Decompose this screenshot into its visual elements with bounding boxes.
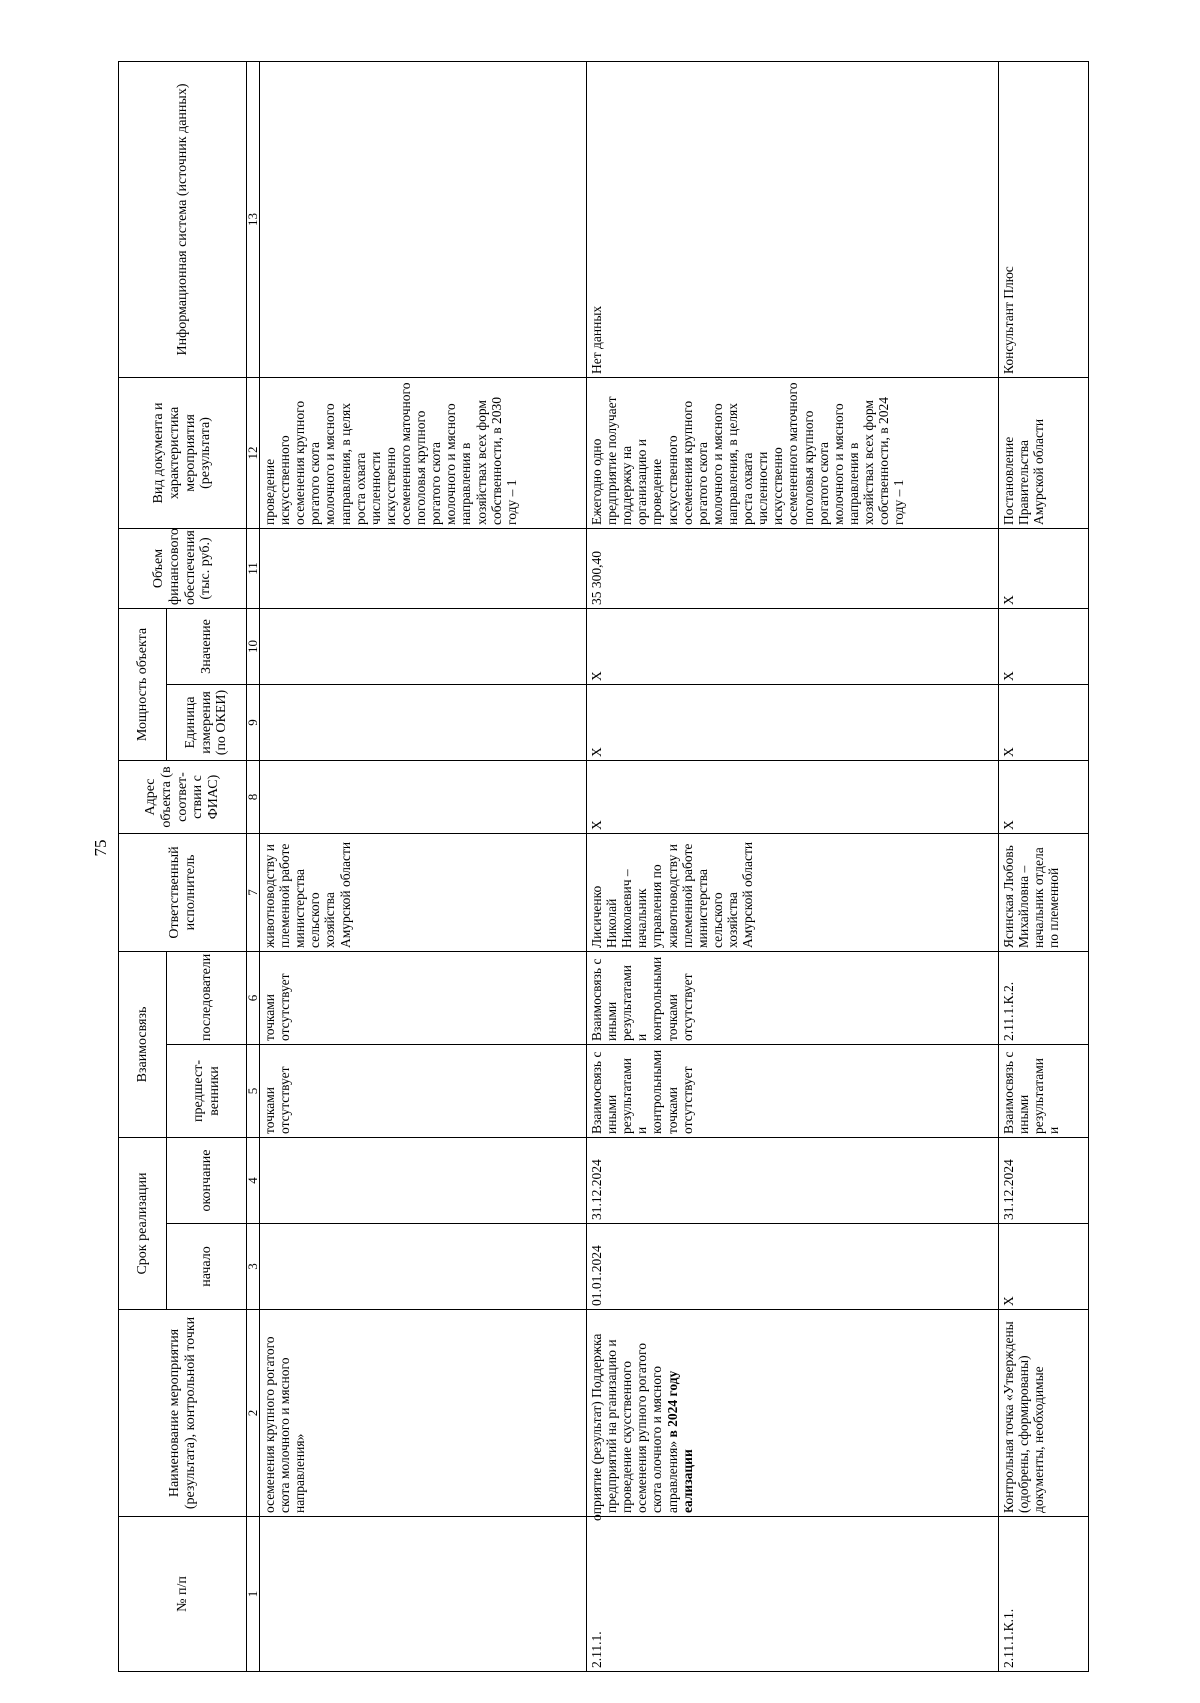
cell-end: 31.12.2024 <box>587 1138 999 1224</box>
header-name: Наименование мероприятия (результата), контрольной точки <box>119 1310 247 1517</box>
cell-name <box>587 1310 999 1521</box>
page-number: 75 <box>91 839 110 857</box>
header-link-succ: последователи <box>167 952 247 1045</box>
cell-pred: Взаимосвязь с иными результатами и <box>999 1045 1089 1138</box>
col-number: 2 <box>247 1310 260 1517</box>
header-link: Взаимосвязь <box>119 952 167 1138</box>
cell-address <box>260 761 587 834</box>
cell-name <box>260 1310 587 1517</box>
cell-funding: X <box>999 528 1089 608</box>
col-number: 1 <box>247 1517 260 1672</box>
header-term: Срок реализации <box>119 1138 167 1310</box>
header-address: Адрес объекта (в соответ-ствии с ФИАС) <box>119 761 247 834</box>
col-number: 4 <box>247 1138 260 1224</box>
cell-succ: Взаимосвязь с иными результатами и контрольными точками отсутствует <box>587 952 999 1045</box>
cell-name <box>999 1310 1089 1517</box>
cell-end <box>260 1138 587 1224</box>
header-no: № п/п <box>119 1517 247 1672</box>
cell-start: X <box>999 1224 1089 1310</box>
cell-pred: Взаимосвязь с иными результатами и контрольными точками отсутствует <box>587 1045 999 1138</box>
col-number: 11 <box>247 528 260 608</box>
cell-executor: Лисиченко Николай Николаевич – начальник управления по животноводству и племенной работе министерства сельского хозяйства Амурской области <box>587 834 999 952</box>
cell-unit: X <box>999 685 1089 761</box>
cell-end: 31.12.2024 <box>999 1138 1089 1224</box>
column-number-row <box>247 61 260 1671</box>
col-number: 3 <box>247 1224 260 1310</box>
header-funding: Объем финансового обеспечения (тыс. руб.) <box>119 528 247 608</box>
cell-unit <box>260 685 587 761</box>
table-row <box>260 61 587 1671</box>
col-number: 5 <box>247 1045 260 1138</box>
cell-name-text: Контрольная точка «Утверждены (одобрены, сформированы) документы, необходимые <box>1001 1321 1047 1513</box>
col-number: 6 <box>247 952 260 1045</box>
header-document: Вид документа и характеристика мероприятия (результата) <box>119 377 247 528</box>
header-term-end: окончание <box>167 1138 247 1224</box>
cell-infosys: Нет данных <box>587 61 999 377</box>
cell-value: X <box>587 608 999 684</box>
header-term-start: начало <box>167 1224 247 1310</box>
cell-funding: 35 300,40 <box>587 528 999 608</box>
col-number: 13 <box>247 61 260 377</box>
cell-address: X <box>587 761 999 834</box>
col-number: 7 <box>247 834 260 952</box>
cell-address: X <box>999 761 1089 834</box>
cell-executor: животноводству и племенной работе министерства сельского хозяйства Амурской области <box>260 834 587 952</box>
cell-document: Ежегодно одно предприятие получает поддержку на организацию и проведение искусственного осеменения крупного рогатого скота молочного и мясного направления, в целях роста охвата численности искусственно осемененного маточного поголовья крупного рогатого скота молочного и мясного направления в хозяйствах всех форм собственности, в 2024 году – 1 <box>587 377 999 528</box>
col-number: 8 <box>247 761 260 834</box>
cell-infosys: Консультант Плюс <box>999 61 1089 377</box>
header-cap-unit: Единица измерения (по ОКЕИ) <box>167 685 247 761</box>
cell-document: проведение искусственного осеменения крупного рогатого скота молочного и мясного направления, в целях роста охвата численности искусственно осемененного маточного поголовья крупного рогатого скота молочного и мясного направления в хозяйствах всех форм собственности, в 2030 году – 1 <box>260 377 587 528</box>
header-cap-value: Значение <box>167 608 247 684</box>
cell-no: 2.11.1. <box>587 1517 999 1672</box>
col-number: 12 <box>247 377 260 528</box>
cell-value: X <box>999 608 1089 684</box>
cell-succ: точками отсутствует <box>260 952 587 1045</box>
header-infosys: Информационная система (источник данных) <box>119 61 247 377</box>
header-row-1 <box>119 61 167 1671</box>
header-executor: Ответственный исполнитель <box>119 834 247 952</box>
cell-executor: Ясинская Любовь Михайловна – начальник отдела по племенной <box>999 834 1089 952</box>
cell-start <box>260 1224 587 1310</box>
header-link-pred: предшест-венники <box>167 1045 247 1138</box>
col-number: 10 <box>247 608 260 684</box>
cell-pred: точками отсутствует <box>260 1045 587 1138</box>
cell-name-bold: в 2024 году еализации <box>664 1370 695 1513</box>
cell-start: 01.01.2024 <box>587 1224 999 1310</box>
cell-no: 2.11.1.К.1. <box>999 1517 1089 1672</box>
table-row <box>999 61 1089 1671</box>
cell-name-text: оприятие (результат) Поддержка предприятий на рганизацию и проведение скусственного осеменения рупного рогатого скота олочного и мясного аправления» <box>589 1333 680 1521</box>
activities-table <box>118 61 1089 1672</box>
cell-funding <box>260 528 587 608</box>
cell-document: Постановление Правительства Амурской области <box>999 377 1089 528</box>
cell-unit: X <box>587 685 999 761</box>
header-capacity: Мощность объекта <box>119 608 167 760</box>
cell-no <box>260 1517 587 1672</box>
cell-name-text: осеменения крупного рогатого скота молочного и мясного направления» <box>262 1336 308 1513</box>
col-number: 9 <box>247 685 260 761</box>
cell-infosys <box>260 61 587 377</box>
table-row <box>587 61 999 1671</box>
cell-succ: 2.11.1.К.2. <box>999 952 1089 1045</box>
cell-value <box>260 608 587 684</box>
rotated-table-page <box>118 62 1180 1672</box>
